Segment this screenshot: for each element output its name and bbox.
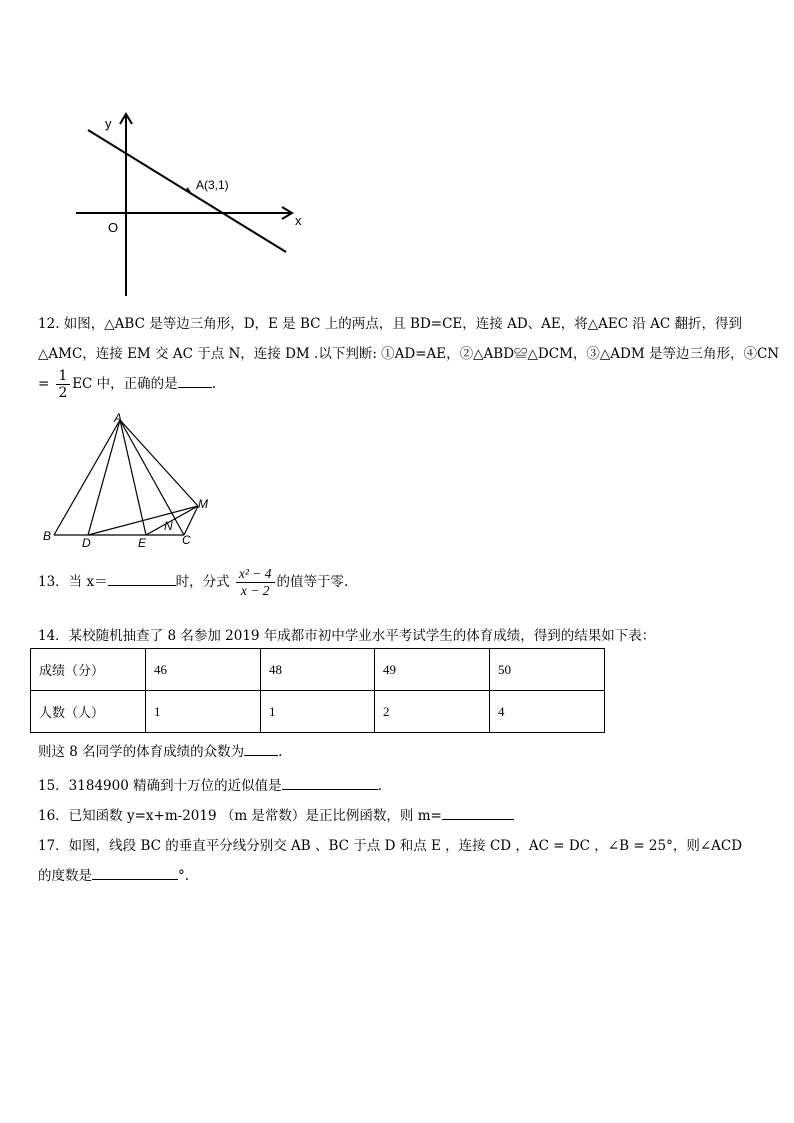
q12-frac-den: 2 xyxy=(58,385,68,401)
q17-answer-blank[interactable] xyxy=(92,867,178,880)
segment-ae xyxy=(120,420,146,535)
origin-label: O xyxy=(108,220,119,235)
label-d: D xyxy=(82,536,91,550)
q13-middle: 时，分式 xyxy=(175,574,230,590)
table-cell: 46 xyxy=(146,649,261,691)
q14-answer-blank[interactable] xyxy=(244,743,278,756)
label-b: B xyxy=(43,529,52,543)
table-cell: 1 xyxy=(261,691,375,733)
coordinate-graph xyxy=(70,110,310,300)
q17-line-2 xyxy=(38,864,189,884)
q12-end: . xyxy=(211,376,216,392)
q17-line-1: 17．如图，线段 BC 的垂直平分线分别交 AB 、BC 于点 D 和点 E ，连接 CD ，AC = DC ，∠B = 25°，则∠ACD xyxy=(38,838,743,854)
table-cell: 4 xyxy=(490,691,605,733)
table-cell: 48 xyxy=(261,649,375,691)
q16-text: 16．已知函数 y=x+m-2019 （m 是常数）是正比例函数，则 m= xyxy=(38,808,442,824)
q12-text-2: △AMC，连接 EM 交 AC 于点 N，连接 DM .以下判断: ①AD=AE，②△ABD≌△DCM，③△ADM 是等边三角形，④CN xyxy=(38,346,780,362)
table-cell: 2 xyxy=(375,691,490,733)
q12-text-3: EC 中，正确的是 xyxy=(72,376,178,392)
label-e: E xyxy=(138,536,147,550)
table-row xyxy=(31,691,605,733)
q12-line-2 xyxy=(38,342,779,362)
table-cell: 成绩（分） xyxy=(31,649,146,691)
q13-prefix: 13．当 x＝ xyxy=(38,574,108,590)
q13-frac-num: x² − 4 xyxy=(236,566,275,583)
label-c: C xyxy=(182,533,191,547)
q12-line-1 xyxy=(38,312,742,332)
q12-number: 12 xyxy=(38,316,56,332)
table-cell: 人数（人） xyxy=(31,691,146,733)
q13-suffix: 的值等于零. xyxy=(276,574,349,590)
q14-after: 则这 8 名同学的体育成绩的众数为 xyxy=(38,744,245,760)
q13-frac-den: x − 2 xyxy=(240,583,270,598)
q12-line-3 xyxy=(38,368,216,401)
q17-end: °. xyxy=(178,868,190,884)
q14-end: . xyxy=(278,744,283,760)
segment-am xyxy=(120,420,198,506)
q12-fraction xyxy=(56,368,71,401)
q14-after-line xyxy=(38,740,282,760)
label-n: N xyxy=(164,519,173,533)
table-cell: 50 xyxy=(490,649,605,691)
q14-text: 14．某校随机抽查了 8 名参加 2019 年成都市初中学业水平考试学生的体育成绩，得到的结果如下表： xyxy=(38,628,656,644)
table-cell: 49 xyxy=(375,649,490,691)
y-axis-label: y xyxy=(105,116,112,131)
label-a: A xyxy=(114,411,123,425)
q15-answer-blank[interactable] xyxy=(282,777,378,790)
segment-ab xyxy=(54,420,120,535)
q12-text-1: . 如图，△ABC 是等边三角形，D，E 是 BC 上的两点，且 BD=CE，连接 AD、AE，将△AEC 沿 AC 翻折，得到 xyxy=(55,316,743,332)
q15-text: 15．3184900 精确到十万位的近似值是 xyxy=(38,778,282,794)
triangle-figure xyxy=(38,410,218,550)
q16-answer-blank[interactable] xyxy=(442,807,514,820)
q12-answer-blank[interactable] xyxy=(178,375,212,388)
q17-text-2: 的度数是 xyxy=(38,868,92,884)
point-a-label: A(3,1) xyxy=(196,178,229,192)
scores-table xyxy=(30,648,605,733)
table-row xyxy=(31,649,605,691)
table-cell: 1 xyxy=(146,691,261,733)
q12-equals: = xyxy=(38,376,50,392)
label-m: M xyxy=(198,497,208,511)
q13-answer-blank[interactable] xyxy=(108,573,176,586)
q13-fraction xyxy=(236,566,275,599)
q15-end: . xyxy=(377,778,382,794)
segment-ad xyxy=(88,420,120,535)
x-axis-label: x xyxy=(295,213,302,228)
q15-line xyxy=(38,774,382,794)
q13-line xyxy=(38,566,348,599)
q12-frac-num: 1 xyxy=(56,368,71,385)
q16-line xyxy=(38,804,514,824)
